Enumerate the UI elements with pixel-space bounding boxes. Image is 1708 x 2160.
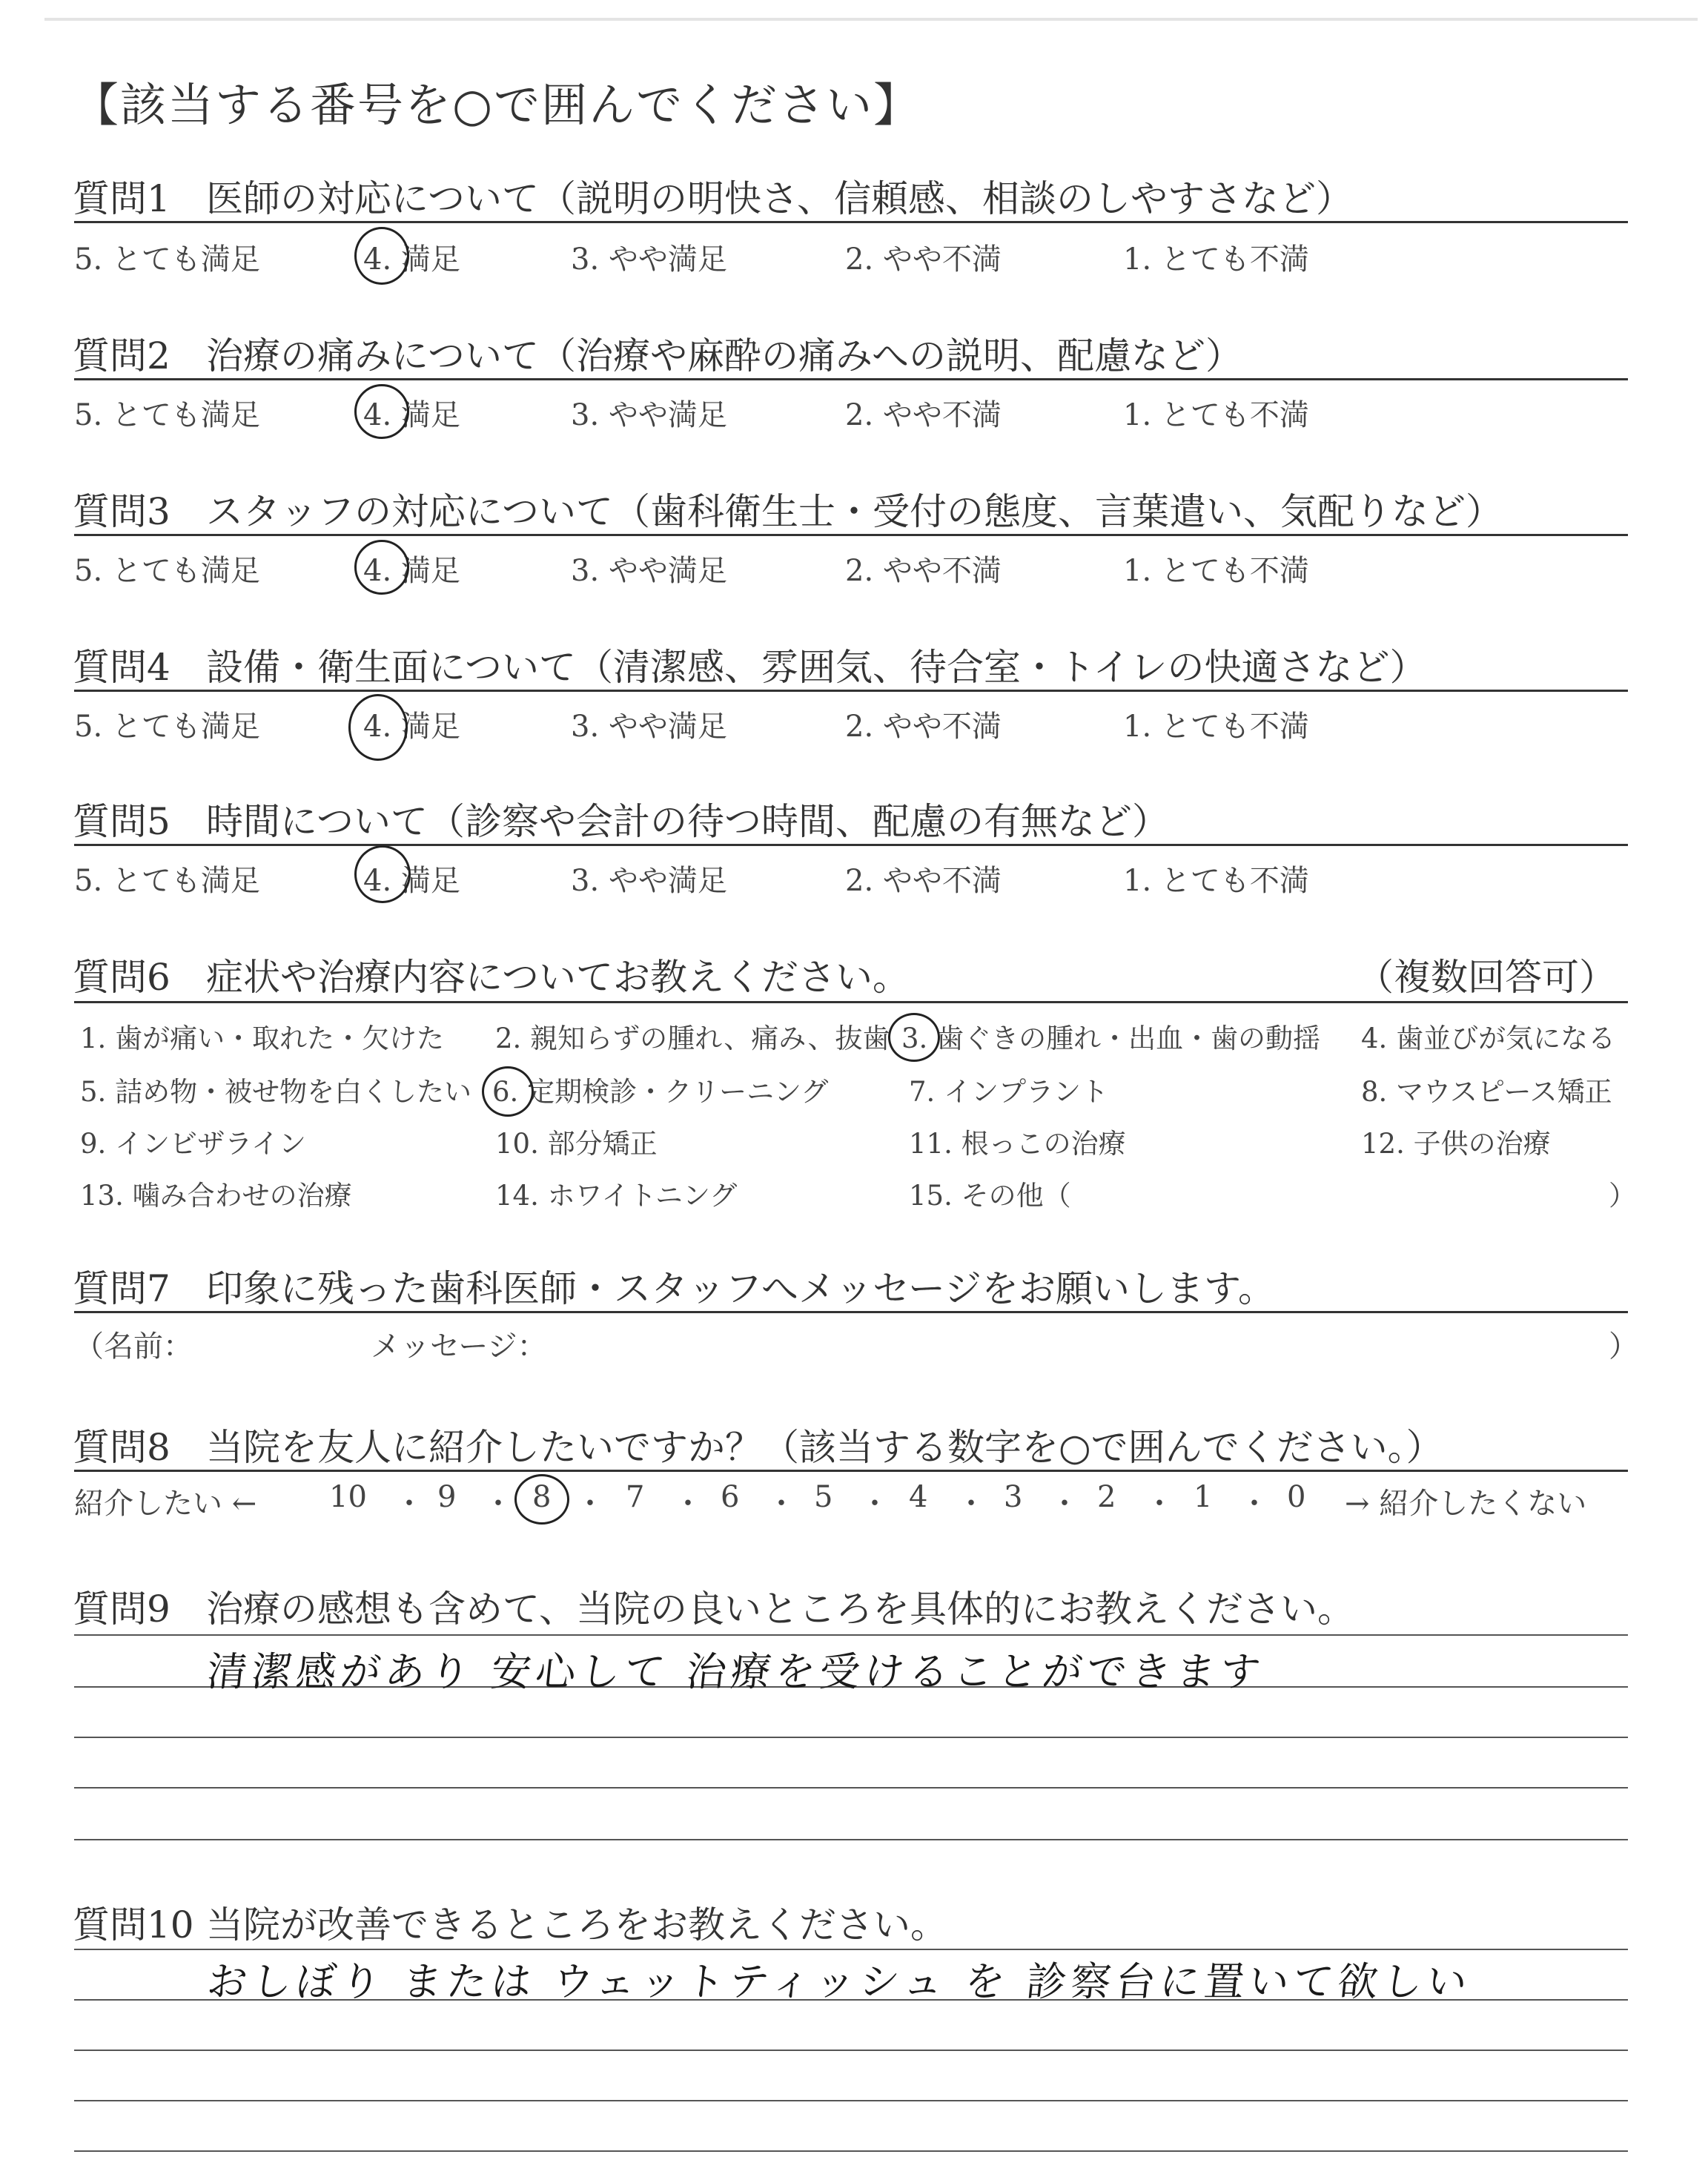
q8-number-6[interactable]: 6 (721, 1480, 740, 1514)
q1-option-1[interactable]: 1. とても不満 (1123, 242, 1309, 277)
q10-answer-line (74, 2100, 1628, 2101)
q6-option-15[interactable]: 15. その他（ (909, 1180, 1071, 1212)
question-10-heading (73, 1895, 947, 1949)
q3-option-4[interactable]: 4. 満足 (363, 554, 460, 588)
instruction-heading: 【該当する番号を○で囲んでください】 (73, 78, 921, 132)
q8-number-2[interactable]: 2 (1097, 1480, 1116, 1514)
q8-dot: ・ (1050, 1487, 1079, 1521)
q8-number-9[interactable]: 9 (437, 1480, 457, 1514)
q5-option-2[interactable]: 2. やや不満 (845, 864, 1002, 898)
q4-selected-circle (348, 694, 408, 761)
q2-option-1[interactable]: 1. とても不満 (1123, 398, 1309, 432)
q5-option-5[interactable]: 5. とても満足 (74, 864, 260, 898)
q9-answer-line (74, 1737, 1628, 1738)
q2-option-2[interactable]: 2. やや不満 (845, 398, 1002, 432)
question-5-number: 質問5 (73, 800, 171, 843)
q8-dot: ・ (575, 1487, 605, 1521)
question-5-text: 時間について（診察や会計の待つ時間、配慮の有無など） (206, 800, 1169, 843)
question-8-rule (74, 1470, 1628, 1472)
q6-selected-circle-6 (482, 1066, 534, 1117)
q10-handwritten-answer: おしぼり または ウェットティッシュ を 診察台に置いて欲しい (205, 1958, 1474, 2005)
q8-number-0[interactable]: 0 (1287, 1480, 1306, 1514)
question-4-text: 設備・衛生面について（清潔感、雰囲気、待合室・トイレの快適さなど） (206, 646, 1427, 689)
q5-option-4[interactable]: 4. 満足 (363, 864, 460, 898)
q8-dot: ・ (483, 1487, 513, 1521)
q6-option-15-close: ） (1609, 1180, 1636, 1212)
question-8-text: 当院を友人に紹介したいですか？（該当する数字を○で囲んでください。） (206, 1426, 1443, 1469)
question-9-heading (73, 1579, 1354, 1633)
q3-option-5[interactable]: 5. とても満足 (74, 554, 260, 588)
q8-number-3[interactable]: 3 (1004, 1480, 1023, 1514)
q7-close-paren: ） (1609, 1330, 1638, 1364)
question-6-heading (73, 948, 910, 1001)
question-2-rule (74, 378, 1628, 380)
q1-option-5[interactable]: 5. とても満足 (74, 242, 260, 277)
q6-option-13[interactable]: 13. 噛み合わせの治療 (80, 1180, 352, 1212)
question-1-heading (73, 169, 1353, 222)
q9-answer-line (74, 1839, 1628, 1840)
q8-dot: ・ (860, 1487, 890, 1521)
q4-option-2[interactable]: 2. やや不満 (845, 710, 1002, 744)
q3-option-3[interactable]: 3. やや満足 (571, 554, 727, 588)
q3-option-1[interactable]: 1. とても不満 (1123, 554, 1309, 588)
q6-option-7[interactable]: 7. インプラント (909, 1076, 1109, 1108)
q4-option-3[interactable]: 3. やや満足 (571, 710, 727, 744)
q1-option-2[interactable]: 2. やや不満 (845, 242, 1002, 277)
q8-selected-circle (514, 1474, 569, 1525)
q4-option-1[interactable]: 1. とても不満 (1123, 710, 1309, 744)
question-7-heading (73, 1259, 1275, 1312)
q8-dot: ・ (673, 1487, 703, 1521)
q2-selected-circle (354, 384, 409, 439)
q10-answer-line (74, 2050, 1628, 2051)
q2-option-3[interactable]: 3. やや満足 (571, 398, 727, 432)
q5-selected-circle (354, 845, 411, 903)
question-7-text: 印象に残った歯科医師・スタッフへメッセージをお願いします。 (206, 1267, 1275, 1310)
q6-selected-circle-3 (888, 1013, 940, 1062)
q6-option-10[interactable]: 10. 部分矯正 (495, 1128, 658, 1160)
q4-option-5[interactable]: 5. とても満足 (74, 710, 260, 744)
q8-dot: ・ (1145, 1487, 1174, 1521)
question-6-note: （複数回答可） (1357, 956, 1616, 999)
q3-option-2[interactable]: 2. やや不満 (845, 554, 1002, 588)
q6-option-11[interactable]: 11. 根っこの治療 (909, 1128, 1126, 1160)
q5-option-3[interactable]: 3. やや満足 (571, 864, 727, 898)
question-5-rule (74, 844, 1628, 846)
question-4-number: 質問4 (73, 646, 171, 689)
question-4-heading (73, 638, 1427, 691)
q9-answer-line (74, 1787, 1628, 1789)
question-3-heading (73, 482, 1503, 535)
q8-number-1[interactable]: 1 (1194, 1480, 1213, 1514)
question-1-text: 医師の対応について（説明の明快さ、信頼感、相談のしやすさなど） (206, 177, 1353, 220)
q8-number-5[interactable]: 5 (814, 1480, 833, 1514)
q8-left-label: 紹介したい ← (74, 1487, 257, 1521)
q8-dot: ・ (767, 1487, 796, 1521)
q6-option-5[interactable]: 5. 詰め物・被せ物を白くしたい (80, 1076, 472, 1108)
question-7-rule (74, 1311, 1628, 1313)
q9-handwritten-answer: 清潔感があり 安心して 治療を受けることができます (205, 1648, 1268, 1695)
q8-right-label: → 紹介したくない (1345, 1487, 1587, 1521)
q2-option-4[interactable]: 4. 満足 (363, 398, 460, 432)
question-8-number: 質問8 (73, 1426, 171, 1469)
q8-dot: ・ (1239, 1487, 1269, 1521)
q6-option-12[interactable]: 12. 子供の治療 (1361, 1128, 1551, 1160)
question-3-text: スタッフの対応について（歯科衛生士・受付の態度、言葉遣い、気配りなど） (206, 490, 1503, 533)
q1-option-4[interactable]: 4. 満足 (363, 242, 460, 277)
q5-option-1[interactable]: 1. とても不満 (1123, 864, 1309, 898)
question-2-text: 治療の痛みについて（治療や麻酔の痛みへの説明、配慮など） (206, 334, 1242, 377)
q7-message-label: メッセージ： (371, 1330, 547, 1364)
q4-option-4[interactable]: 4. 満足 (363, 710, 460, 744)
q8-dot: ・ (394, 1487, 424, 1521)
q3-selected-circle (354, 540, 409, 595)
question-7-number: 質問7 (73, 1267, 171, 1310)
q8-dot: ・ (956, 1487, 986, 1521)
q6-option-14[interactable]: 14. ホワイトニング (495, 1180, 738, 1212)
question-6-text: 症状や治療内容についてお教えください。 (206, 956, 910, 999)
question-10-text: 当院が改善できるところをお教えください。 (206, 1903, 947, 1946)
q7-name-label: （名前： (74, 1330, 193, 1364)
q1-option-3[interactable]: 3. やや満足 (571, 242, 727, 277)
question-8-heading (73, 1418, 1443, 1471)
q6-option-4[interactable]: 4. 歯並びが気になる (1361, 1023, 1616, 1054)
question-3-number: 質問3 (73, 490, 171, 533)
question-9-text: 治療の感想も含めて、当院の良いところを具体的にお教えください。 (206, 1588, 1354, 1631)
q8-number-10[interactable]: 10 (329, 1480, 367, 1514)
q9-answer-line (74, 1634, 1628, 1636)
q1-selected-circle (354, 227, 409, 285)
question-3-rule (74, 534, 1628, 536)
q6-option-3[interactable]: 3. 歯ぐきの腫れ・出血・歯の動揺 (901, 1023, 1321, 1054)
q10-answer-line (74, 2150, 1628, 2152)
question-6-number: 質問6 (73, 956, 171, 999)
q6-option-8[interactable]: 8. マウスピース矯正 (1361, 1076, 1612, 1108)
q8-number-7[interactable]: 7 (626, 1480, 645, 1514)
question-10-number: 質問10 (73, 1903, 194, 1946)
q2-option-5[interactable]: 5. とても満足 (74, 398, 260, 432)
question-2-heading (73, 326, 1242, 380)
question-4-rule (74, 690, 1628, 692)
question-2-number: 質問2 (73, 334, 171, 377)
top-border-line (44, 18, 1698, 21)
q6-option-9[interactable]: 9. インビザライン (80, 1128, 306, 1160)
q6-option-6[interactable]: 6. 定期検診・クリーニング (492, 1076, 829, 1108)
question-1-number: 質問1 (73, 177, 171, 220)
q6-option-2[interactable]: 2. 親知らずの腫れ、痛み、抜歯 (495, 1023, 890, 1054)
q6-option-1[interactable]: 1. 歯が痛い・取れた・欠けた (80, 1023, 445, 1054)
question-6-rule (74, 1001, 1628, 1003)
question-1-rule (74, 221, 1628, 223)
q8-number-8[interactable]: 8 (532, 1480, 552, 1514)
q8-number-4[interactable]: 4 (909, 1480, 928, 1514)
question-9-number: 質問9 (73, 1588, 171, 1631)
question-5-heading (73, 792, 1169, 845)
